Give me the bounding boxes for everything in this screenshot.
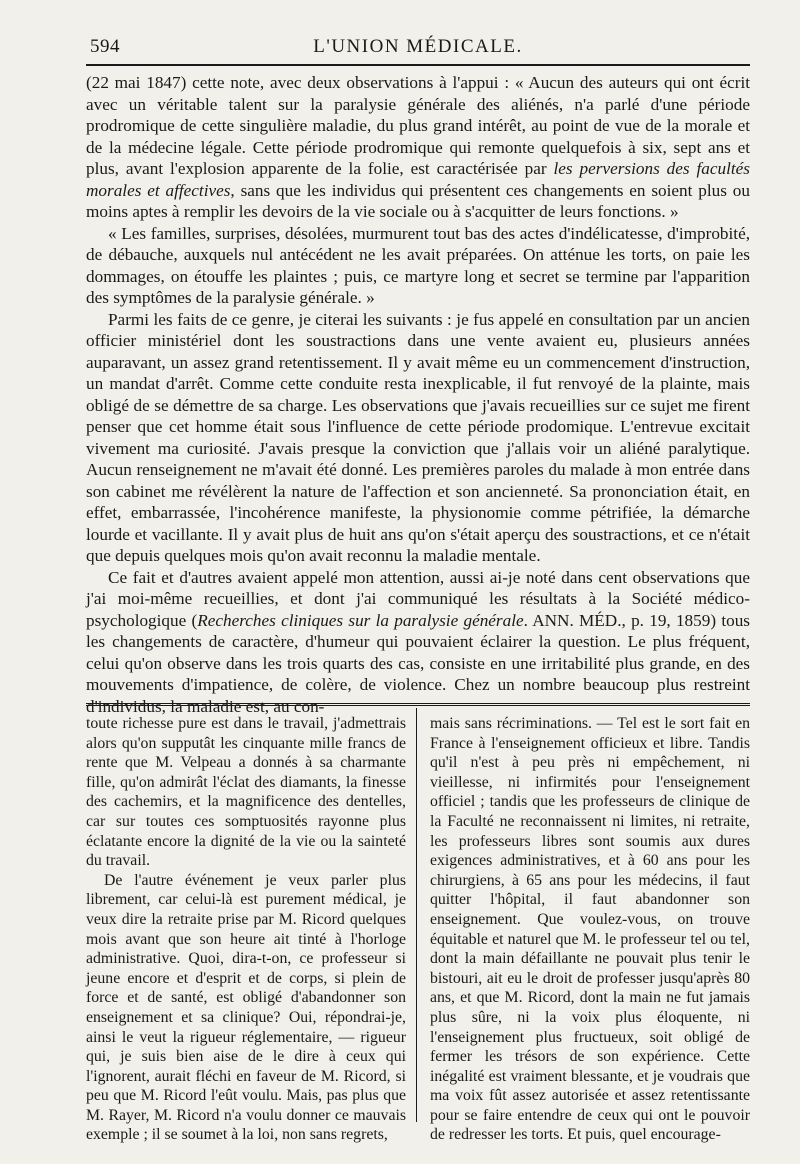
article-paragraph-2: « Les familles, surprises, désolées, murmurent tout bas des actes d'indélicatesse, d'improbité, de débauche, auxquels nul antécédent ne les avait préparées. On atténue les torts, on paie les dommages, on étouffe les plaintes ; puis, ce martyre long et secret se termine par l'apparition des symptômes de la paralysie générale. »: [86, 223, 750, 307]
journal-title: L'UNION MÉDICALE.: [313, 36, 523, 57]
feuilleton-left-column: [86, 714, 416, 1145]
feuilleton-right-column: [417, 714, 750, 1145]
feuilleton-paragraph: mais sans récriminations. — Tel est le sort fait en France à l'enseignement officieux et libre. Tandis qu'il n'est à peu près ni empêchement, ni vieillesse, ni infirmités pour l'enseignement officiel ; tandis que les professeurs de clinique de la Faculté ne reconnaissent ni limites, ni retraite, les professeurs libres sont soumis aux dures exigences administratives, et à 60 ans pour les chirurgiens, à 65 ans pour les médecins, il faut quitter l'hôpital, il faut abandonner son enseignement. Que voulez-vous, on trouve équitable et naturel que M. le professeur tel ou tel, dont la main défaillante ne pouvait plus tenir le bistouri, ait eu le droit de professer jusqu'après 80 ans, et que M. Ricord, dont la main ne fut jamais plus sûre, ni la voix plus éloquente, ni l'enseignement plus fructueux, soit obligé de fermer les trésors de son expérience. Cette inégalité est vraiment blessante, et je voudrais que ma voix fût assez autorisée et assez retentissante pour se faire entendre de ceux qui ont le pouvoir de redresser les torts. Et puis, quel encourage-: [430, 715, 750, 1144]
article-paragraph-4: Ce fait et d'autres avaient appelé mon attention, aussi ai-je noté dans cent observations que j'ai moi-même recueillies, et dont j'ai communiqué les résultats à la Société médico-psychologique (Recherches cliniques sur la paralysie générale. ANN. MÉD., p. 19, 1859) tous les changements de caractère, d'humeur qui pouvaient éclairer la question. Le plus fréquent, celui qu'on observe dans les trois quarts des cas, consiste en une irritabilité plus grande, en des mouvements d'impatience, de colère, de violence. Chez un nombre beaucoup plus restreint d'individus, la maladie est, au con-: [86, 567, 750, 716]
feuilleton-columns: [86, 714, 750, 1145]
feuilleton-separator: [86, 703, 750, 709]
italic-citation: Recherches cliniques sur la paralysie générale: [197, 610, 524, 630]
page-number: 594: [90, 36, 120, 57]
article-paragraph-3: Parmi les faits de ce genre, je citerai les suivants : je fus appelé en consultation par un ancien officier ministériel dont les soustractions dans une vente avaient eu, plusieurs années auparavant, un assez grand retentissement. Il y avait même eu un commencement d'instruction, un mandat d'arrêt. Comme cette conduite resta inexplicable, il fut renvoyé de la plainte, mais obligé de se démettre de sa charge. Les observations que j'avais recueillies sur ce sujet me firent penser que cet homme était sous l'influence de cette période prodomique. L'entrevue excitait vivement ma curiosité. J'avais presque la conviction que j'allais voir un aliéné paralytique. Aucun renseignement ne m'avait été donné. Les premières paroles du malade à mon entrée dans son cabinet me révélèrent la nature de l'affection et son ancienneté. Sa prononciation était, en effet, embarrassée, l'incohérence manifeste, la physionomie comme pétrifiée, la démarche lourde et vacillante. Il y avait plus de huit ans qu'on s'était aperçu des soustractions, et ce n'était que depuis quelques mois qu'on avait reconnu la maladie mentale.: [86, 309, 750, 565]
page-header: [86, 30, 750, 62]
feuilleton-paragraph: De l'autre événement je veux parler plus librement, car celui-là est purement médical, je veux dire la retraite prise par M. Ricord quelques mois avant que son heure ait tinté à l'horloge administrative. Quoi, dira-t-on, ce professeur si jeune encore et d'esprit et de corps, si plein de force et de santé, est obligé d'abandonner son enseignement et sa clinique? Oui, répondrai-je, ainsi le veut la rigueur réglementaire, — rigueur qui, je suis bien aise de le dire à ceux qui l'ignorent, aurait fléchi en faveur de M. Ricord, si peu que M. Ricord l'eût voulu. Mais, pas plus que M. Rayer, M. Ricord n'a voulu donner ce mauvais exemple ; il se soumet à la loi, non sans regrets,: [86, 871, 406, 1144]
header-rule: [86, 64, 750, 66]
feuilleton-paragraph: toute richesse pure est dans le travail, j'admettrais alors qu'on supputât les cinquante mille francs de rente que M. Velpeau a donnés à sa charmante fille, qu'on admirât l'éclat des diamants, la finesse des cachemirs, et la magnificence des dentelles, car sur toutes ces somptuosités rayonne plus éclatante encore la dignité de la vie ou la sainteté du travail.: [86, 715, 406, 870]
italic-phrase: les perversions des facultés morales et affectives: [86, 159, 750, 200]
article-paragraph-1: (22 mai 1847) cette note, avec deux observations à l'appui : « Aucun des auteurs qui ont écrit avec un véritable talent sur la paralysie générale des aliénés, n'a parlé d'une période prodromique de cette singulière maladie, du plus grand intérêt, au point de vue de la morale et de la médecine légale. Cette période prodromique qui remonte quelquefois à six, sept ans et plus, avant l'explosion apparente de la folie, est caractérisée par les perversions des facultés morales et affectives, sans que les individus qui présentent ces changements en soient plus ou moins aptes à remplir les devoirs de la vie sociale ou à s'acquitter de leurs fonctions. »: [86, 73, 750, 221]
main-article: [86, 72, 750, 717]
